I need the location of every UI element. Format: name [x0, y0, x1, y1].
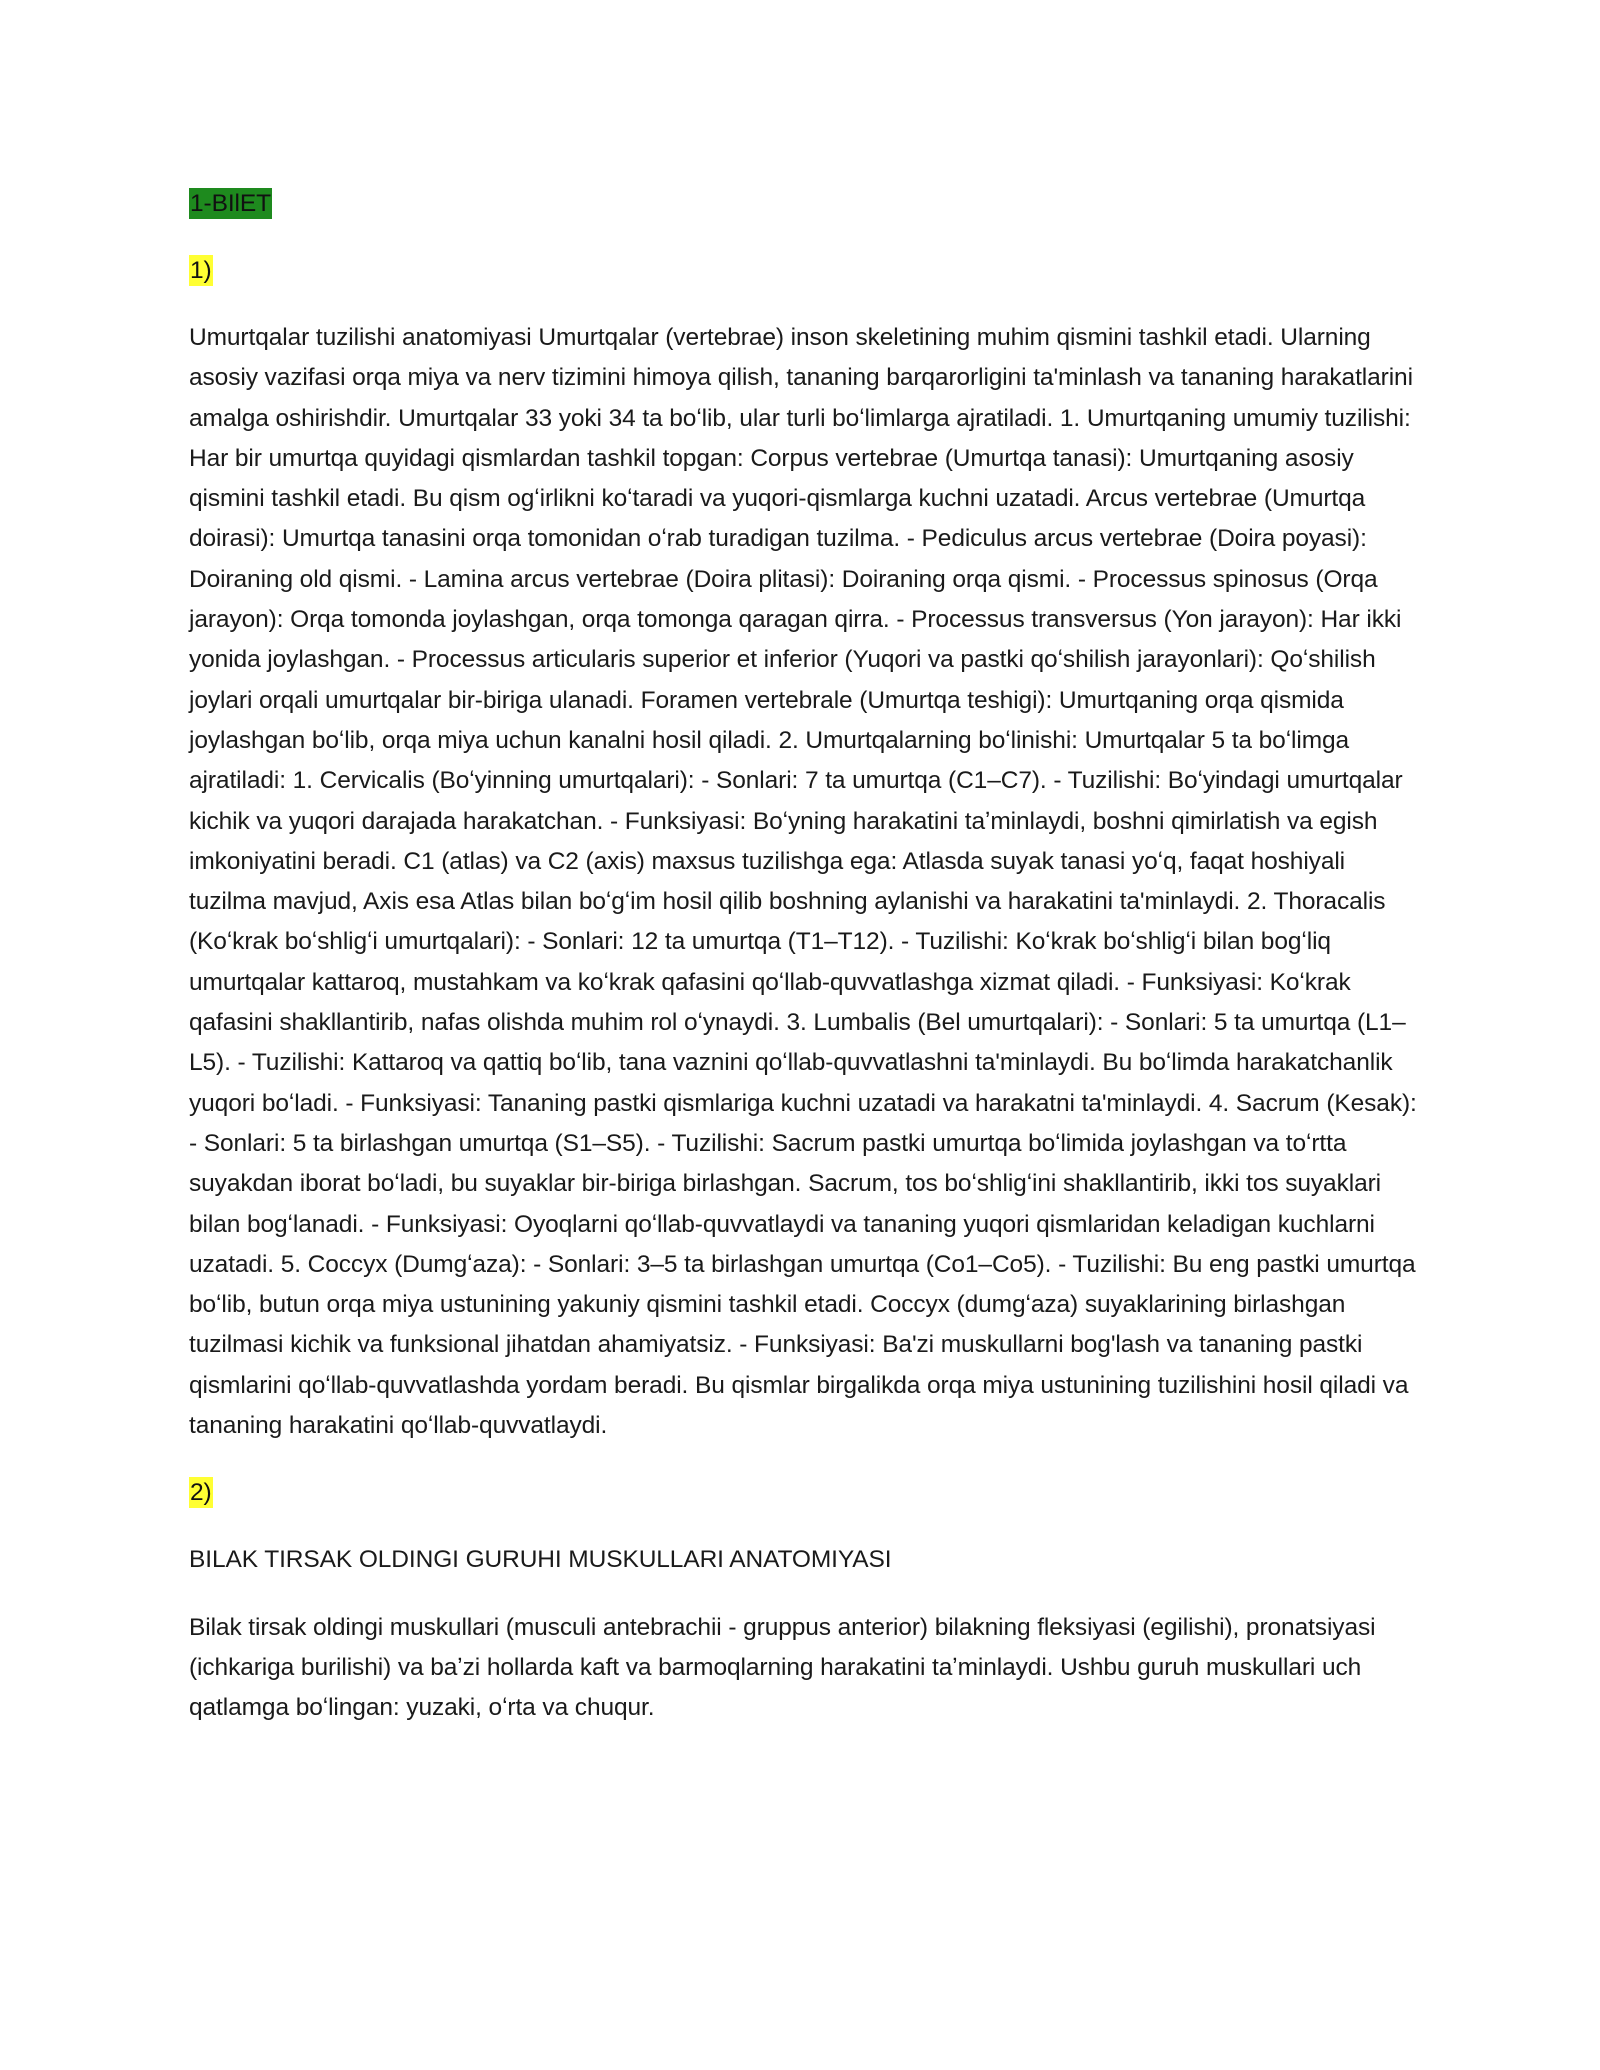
document-content [189, 184, 1419, 1729]
section1-number: 1) [190, 257, 212, 284]
section2-number: 2) [190, 1479, 212, 1507]
section1-body: Umurtqalar tuzilishi anatomiyasi Umurtqalar (vertebrae) inson skeletining muhim qismini tashkil etadi. Ularning asosiy vazifasi orqa miya va nerv tizimini himoya qilish, tananing barqarorligini ta'minlash va tananing harakatlarini amalga oshirishdir. Umurtqalar 33 yoki 34 ta boʻlib, ular turli boʻlimlarga ajratiladi. 1. Umurtqaning umumiy tuzilishi: Har bir umurtqa quyidagi qismlardan tashkil topgan: Corpus vertebrae (Umurtqa tanasi): Umurtqaning asosiy qismini tashkil etadi. Bu qism ogʻirlikni koʻtaradi va yuqori-qismlarga kuchni uzatadi. Arcus vertebrae (Umurtqa doirasi): Umurtqa tanasini orqa tomonidan oʻrab turadigan tuzilma. - Pediculus arcus vertebrae (Doira poyasi): Doiraning old qismi. - Lamina arcus vertebrae (Doira plitasi): Doiraning orqa qismi. - Processus spinosus (Orqa jarayon): Orqa tomonda joylashgan, orqa tomonga qaragan qirra. - Processus transversus (Yon jarayon): Har ikki yonida joylashgan. - Processus articularis superior et inferior (Yuqori va pastki qoʻshilish jarayonlari): Qoʻshilish joylari orqali umurtqalar bir-biriga ulanadi. Foramen vertebrale (Umurtqa teshigi): Umurtqaning orqa qismida joylashgan boʻlib, orqa miya uchun kanalni hosil qiladi. 2. Umurtqalarning boʻlinishi: Umurtqalar 5 ta boʻlimga ajratiladi: 1. Cervicalis (Boʻyinning umurtqalari): - Sonlari: 7 ta umurtqa (C1–C7). - Tuzilishi: Boʻyindagi umurtqalar kichik va yuqori darajada harakatchan. - Funksiyasi: Boʻyning harakatini taʼminlaydi, boshni qimirlatish va egish imkoniyatini beradi. C1 (atlas) va C2 (axis) maxsus tuzilishga ega: Atlasda suyak tanasi yoʻq, faqat hoshiyali tuzilma mavjud, Axis esa Atlas bilan boʻgʻim hosil qilib boshning aylanishi va harakatini ta'minlaydi. 2. Thoracalis (Koʻkrak boʻshligʻi umurtqalari): - Sonlari: 12 ta umurtqa (T1–T12). - Tuzilishi: Koʻkrak boʻshligʻi bilan bogʻliq umurtqalar kattaroq, mustahkam va koʻkrak qafasini qoʻllab-quvvatlashga xizmat qiladi. - Funksiyasi: Koʻkrak qafasini shakllantirib, nafas olishda muhim rol oʻynaydi. 3. Lumbalis (Bel umurtqalari): - Sonlari: 5 ta umurtqa (L1–L5). - Tuzilishi: Kattaroq va qattiq boʻlib, tana vaznini qoʻllab-quvvatlashni ta'minlaydi. Bu boʻlimda harakatchanlik yuqori boʻladi. - Funksiyasi: Tananing pastki qismlariga kuchni uzatadi va harakatni ta'minlaydi. 4. Sacrum (Kesak): - Sonlari: 5 ta birlashgan umurtqa (S1–S5). - Tuzilishi: Sacrum pastki umurtqa boʻlimida joylashgan va toʻrtta suyakdan iborat boʻladi, bu suyaklar bir-biriga birlashgan. Sacrum, tos boʻshligʻini shakllantirib, ikki tos suyaklari bilan bogʻlanadi. - Funksiyasi: Oyoqlarni qoʻllab-quvvatlaydi va tananing yuqori qismlaridan keladigan kuchlarni uzatadi. 5. Coccyx (Dumgʻaza): - Sonlari: 3–5 ta birlashgan umurtqa (Co1–Co5). - Tuzilishi: Bu eng pastki umurtqa boʻlib, butun orqa miya ustunining yakuniy qismini tashkil etadi. Coccyx (dumgʻaza) suyaklarining birlashgan tuzilmasi kichik va funksional jihatdan ahamiyatsiz. - Funksiyasi: Ba'zi muskullarni bog'lash va tananing pastki qismlarini qoʻllab-quvvatlashda yordam beradi. Bu qismlar birgalikda orqa miya ustunining tuzilishini hosil qiladi va tananing harakatini qoʻllab-quvvatlaydi. [189, 324, 1417, 1440]
ticket-label-line [189, 184, 1419, 224]
ticket-label: 1-BIlET [190, 190, 271, 217]
section2-heading: BILAK TIRSAK OLDINGI GURUHI MUSKULLARI ANATOMIYASI [189, 1546, 892, 1574]
section2-number-line [189, 1473, 1419, 1513]
section1-number-line [189, 251, 1419, 291]
section2-body: Bilak tirsak oldingi muskullari (musculi antebrachii - gruppus anterior) bilakning fleksiyasi (egilishi), pronatsiyasi (ichkariga burilishi) va baʼzi hollarda kaft va barmoqlarning harakatini taʼminlaydi. Ushbu guruh muskullari uch qatlamga boʻlingan: yuzaki, oʻrta va chuqur. [189, 1613, 1376, 1722]
